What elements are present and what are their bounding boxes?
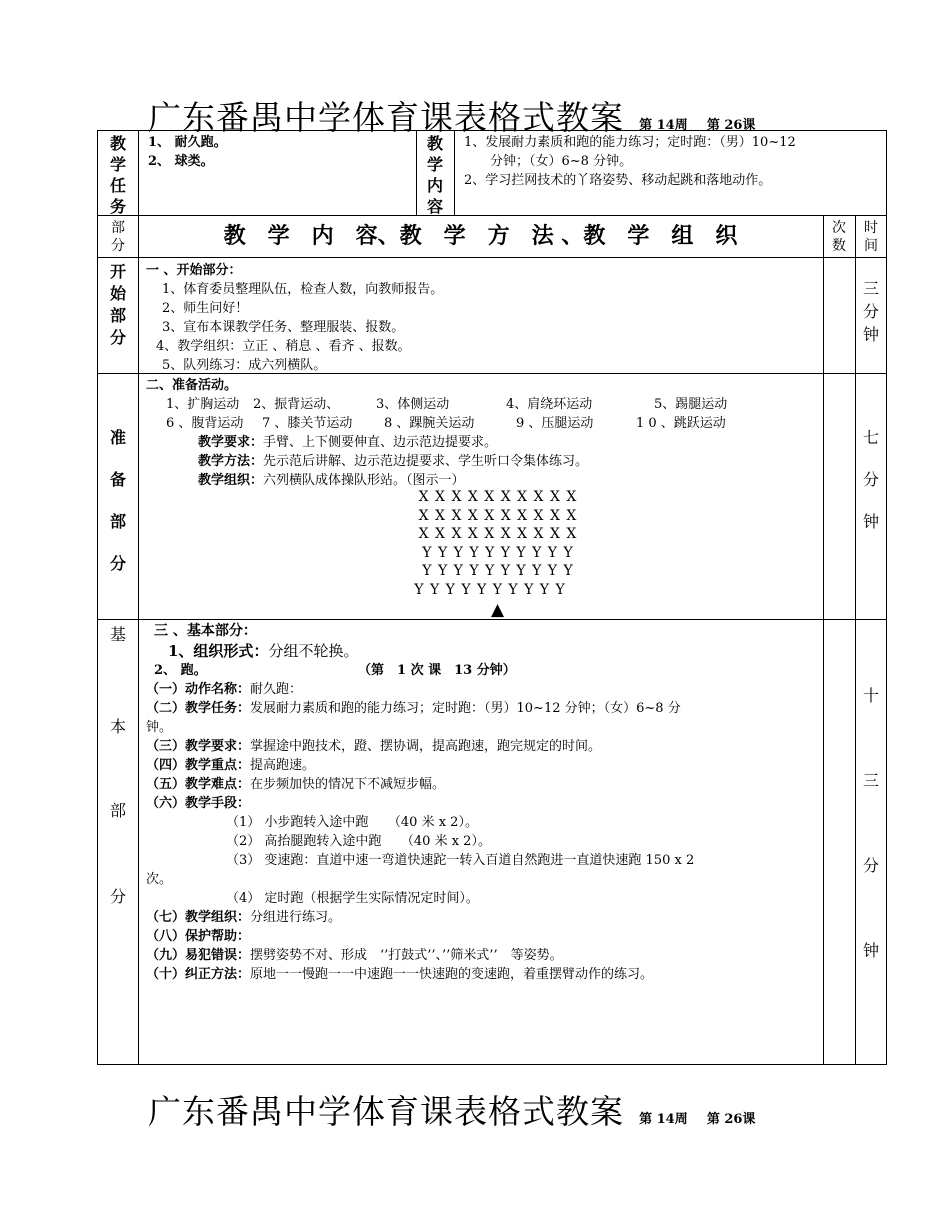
- time-header: 时 间: [864, 220, 878, 254]
- content-list: 1、发展耐力素质和跑的能力练习；定时跑：（男）10~12 分钟；（女）6~8 分钟。 2、学习拦网技术的丫珞姿势、移动起跳和落地动作。: [464, 135, 796, 188]
- basic-part-time: 十 三 分 钟: [862, 686, 879, 960]
- week-number: 第 14周: [639, 118, 688, 133]
- content-header: 教 学 内 容、教 学 方 法 、教 学 组 织: [223, 224, 738, 249]
- start-part-time: 三 分 钟: [862, 279, 879, 344]
- start-part-label: 开 始 部 分: [109, 262, 126, 347]
- lesson-number: 第 26课: [706, 1112, 756, 1127]
- lesson-number: 第 26课: [706, 118, 756, 133]
- teacher-marker: ▲: [490, 600, 506, 620]
- page-title: 广东番禺中学体育课表格式教案: [148, 1092, 624, 1131]
- divider: [138, 131, 139, 1064]
- exercise-row-1: 1、扩胸运动 2、振背运动、 3、体侧运动 4、肩绕环运动 5、踢腿运动: [166, 397, 728, 412]
- lesson-plan-table: [97, 130, 887, 1065]
- count-header: 次 数: [832, 220, 846, 254]
- divider: [823, 215, 824, 1064]
- page-header-repeat: [148, 1086, 755, 1133]
- prep-part-content: 二、准备活动。 1、扩胸运动 2、振背运动、 3、体侧运动 4、肩绕环运动 5、踢腿运动 6 、腹背运动 7 、膝关节运动 8 、踝腕关运动 9 、压腿运动 1 0 、跳跃运动 教学要求：手臂、上下侧要伸直、边示范边提要求。 教学方法：先示范后讲解、边示范边提要求、学生听口令集体练习。 教学组织：六列横队成体操队形站。（图示一）: [146, 376, 821, 490]
- task-list: 1、 耐久跑。 2、 球类。: [148, 135, 227, 169]
- week-number: 第 14周: [639, 1112, 688, 1127]
- formation-diagram: X X X X X X X X X X X X X X X X X X X X X X X X X X X X X X Y Y Y Y Y Y Y Y Y Y Y Y Y Y Y Y Y Y Y Y Y Y Y Y Y Y Y Y Y Y ▲: [388, 488, 608, 621]
- prep-part-time: 七 分 钟: [862, 428, 879, 531]
- divider: [98, 215, 886, 216]
- basic-part-content: 三 、基本部分： 1、组织形式：分组不轮换。 2、 跑。 （第 1 次 课 13 分钟） （一）动作名称：耐久跑： （二）教学任务：发展耐力素质和跑的能力练习；定时跑：（男）10~12 分钟；（女）6~8 分 钟。 （三）教学要求：掌握途中跑技术，蹬、摆协调，提高跑速，跑完规定的时间。 （四）教学重点：提高跑速。 （五）教学难点：在步频加快的情况下不减短步幅。 （六）教学手段： （1） 小步跑转入途中跑 （40 米 x 2）。 （2） 高抬腿跑转入途中跑 （40 米 x 2）。 （3） 变速跑：直道中速一弯道快速跎一转入百道自然跑进一直道快速跑 150 x 2 次。 （4） 定时跑（根据学生实际情况定时间）。 （七）教学组织：分组进行练习。 （八）保护帮助： （九）易犯错误：摆劈姿势不对、形成 ‘’打鼓式’’、’’筛米式’’ 等姿势。 （十）纠正方法：原地一一慢跑一一中速跑一一快速跑的变速跑，着重摆臂动作的练习。: [146, 623, 695, 982]
- start-part-content: 一 、开始部分： 1、体育委员整理队伍，检查人数，向教师报告。 2、师生问好！ 3、宣布本课教学任务、整理服装、报数。 4、教学组织：立正 、稍息 、看齐 、报数。 5、队列练习：成六列横队。: [146, 263, 444, 373]
- content-label: 教 学 内 容: [426, 134, 443, 216]
- divider: [454, 131, 455, 215]
- part-header: 部 分: [111, 220, 125, 254]
- page-title: 广东番禺中学体育课表格式教案: [148, 98, 624, 137]
- prep-part-label: 准 备 部 分: [109, 428, 126, 573]
- divider: [98, 257, 886, 258]
- exercise-row-2: 6 、腹背运动 7 、膝关节运动 8 、踝腕关运动 9 、压腿运动 1 0 、跳跃运动: [166, 416, 726, 431]
- task-label: 教 学 任 务: [109, 134, 126, 216]
- basic-part-label: 基 本 部 分: [109, 625, 126, 906]
